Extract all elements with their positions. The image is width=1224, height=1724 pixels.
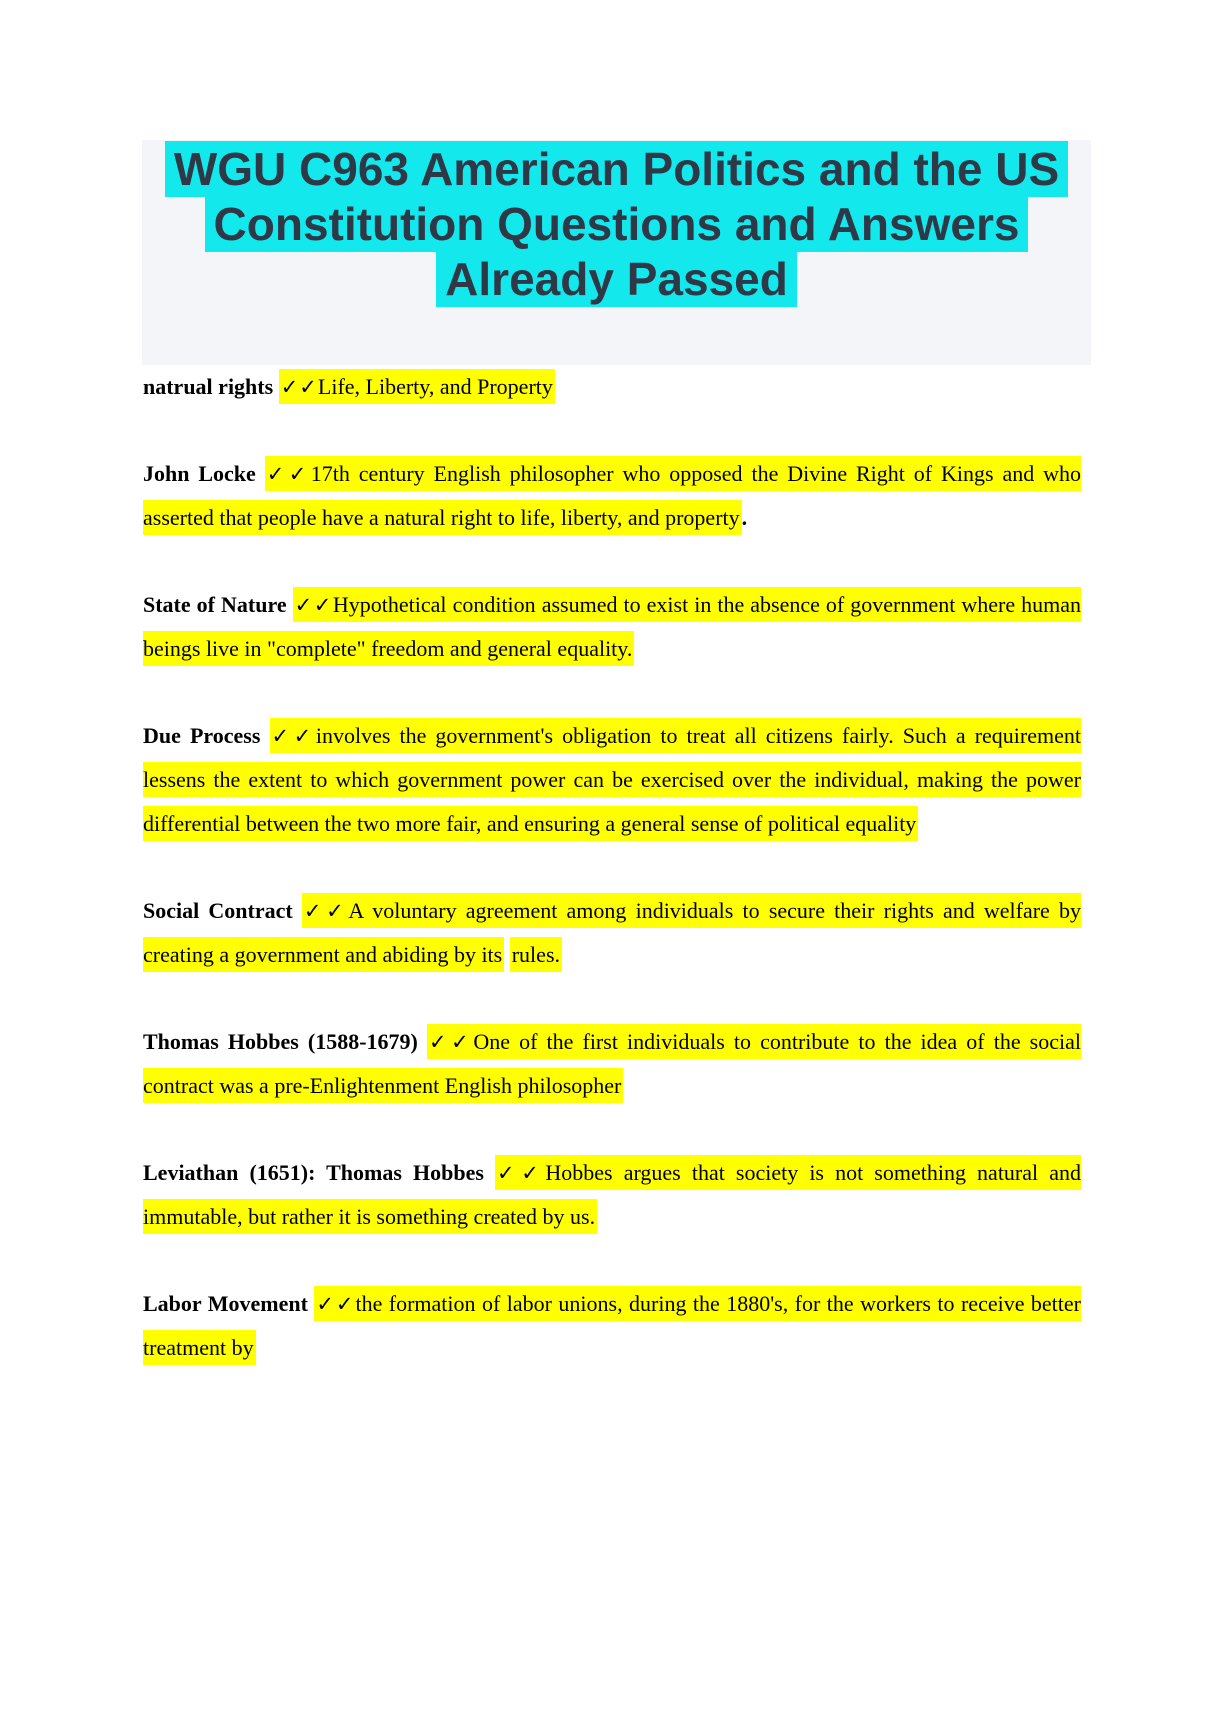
qa-item-john-locke <box>143 452 1081 540</box>
answer-text: Life, Liberty, and Property <box>317 374 553 399</box>
qa-term: Thomas Hobbes (1588-1679) <box>143 1029 418 1054</box>
qa-item-labor-movement <box>143 1282 1081 1370</box>
qa-item-natural-rights <box>143 365 1081 409</box>
qa-item-thomas-hobbes <box>143 1020 1081 1108</box>
title-highlight: WGU C963 American Politics and the US <box>165 141 1068 197</box>
double-checkmark-icon: ✓✓ <box>266 462 311 486</box>
qa-term: Social Contract <box>143 898 293 923</box>
qa-item-due-process <box>143 714 1081 846</box>
double-checkmark-icon: ✓✓ <box>303 899 349 923</box>
double-checkmark-icon: ✓✓ <box>316 1292 356 1316</box>
answer-text: Hypothetical condition assumed to exist in the absence of government where human beings live in "complete" freedom and general equality. <box>143 592 1082 661</box>
page-title <box>142 142 1091 307</box>
double-checkmark-icon: ✓✓ <box>294 593 333 617</box>
trailing-period: . <box>741 505 748 530</box>
title-line <box>142 142 1091 197</box>
answer-text: the formation of labor unions, during the 1880's, for the workers to receive better treatment by <box>143 1291 1081 1360</box>
answer-text: Hobbes argues that society is not something natural and immutable, but rather it is something created by us. <box>143 1160 1081 1229</box>
answer-highlight <box>510 937 562 972</box>
answer-highlight <box>143 456 1081 535</box>
qa-term: State of Nature <box>143 592 287 617</box>
qa-term: John Locke <box>143 461 256 486</box>
title-highlight: Already Passed <box>436 251 797 307</box>
qa-term: Leviathan (1651): Thomas Hobbes <box>143 1160 484 1185</box>
answer-highlight <box>143 718 1081 841</box>
answer-text: rules. <box>511 942 560 967</box>
qa-list <box>143 365 1081 1370</box>
answer-text: One of the first individuals to contribute to the idea of the social contract was a pre-Enlightenment English philosopher <box>143 1029 1081 1098</box>
double-checkmark-icon: ✓✓ <box>280 375 318 399</box>
answer-highlight <box>279 369 555 404</box>
title-band <box>142 140 1091 365</box>
qa-term: Labor Movement <box>143 1291 308 1316</box>
qa-item-state-of-nature <box>143 583 1081 671</box>
answer-text: 17th century English philosopher who opposed the Divine Right of Kings and who asserted that people have a natural right to life, liberty, and property <box>143 461 1082 530</box>
qa-item-leviathan <box>143 1151 1081 1239</box>
double-checkmark-icon: ✓✓ <box>497 1161 546 1185</box>
double-checkmark-icon: ✓✓ <box>271 724 316 748</box>
answer-text: A voluntary agreement among individuals to secure their rights and welfare by creating a government and abiding by its <box>143 898 1081 967</box>
qa-item-social-contract <box>143 889 1081 977</box>
double-checkmark-icon: ✓✓ <box>428 1030 474 1054</box>
answer-text: involves the government's obligation to treat all citizens fairly. Such a requirement lessens the extent to which government power can be exercised over the individual, making the power differential between the two more fair, and ensuring a general sense of political equality <box>143 723 1081 836</box>
title-line <box>142 252 1091 307</box>
title-line <box>142 197 1091 252</box>
title-highlight: Constitution Questions and Answers <box>205 196 1029 252</box>
qa-term: Due Process <box>143 723 261 748</box>
qa-term: natrual rights <box>143 374 274 399</box>
